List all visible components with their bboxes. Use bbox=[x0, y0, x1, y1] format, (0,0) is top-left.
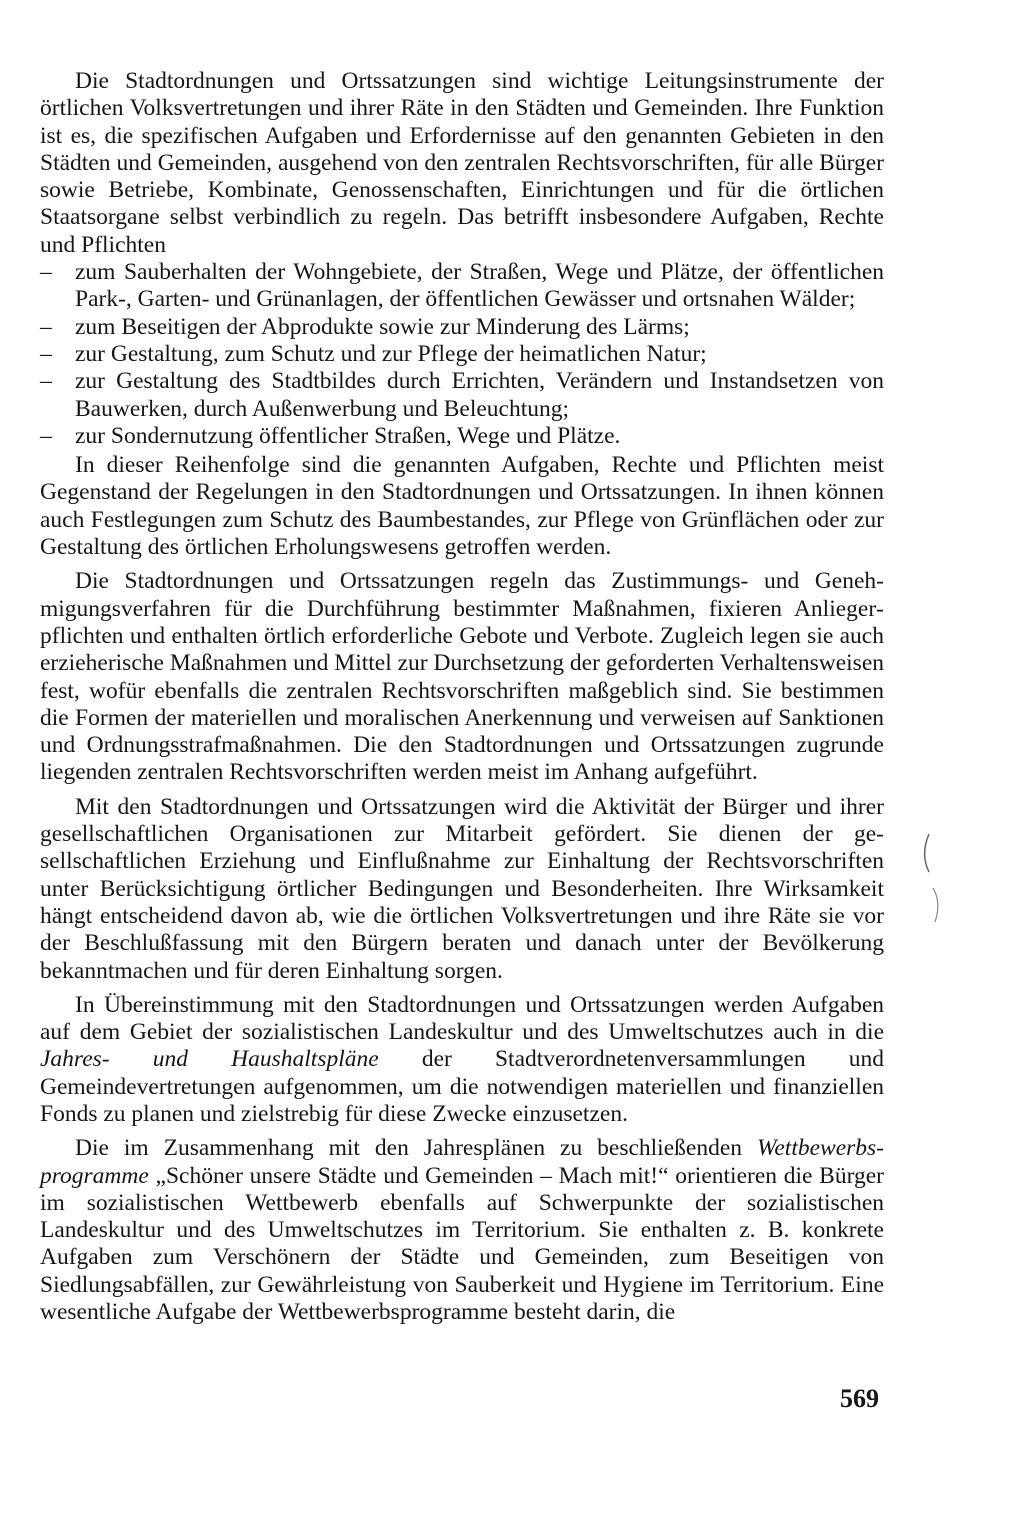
paragraph-5-emphasis: Jahres- und Haushaltspläne bbox=[40, 1046, 379, 1073]
bullet-list bbox=[40, 259, 884, 450]
paragraph-3: Die Stadtordnungen und Ortssatzungen regeln das Zustimmungs- und Genehmigungsverfahren für die Durchführung bestimmter Maßnahmen, fixieren Anliegerpflichten und enthalten örtlich erforderliche Gebote und Verbote. Zugleich legen sie auch erzieherische Maßnahmen und Mittel zur Durchsetzung der geforderten Verhaltensweisen fest, wofür ebenfalls die zentralen Rechtsvorschriften maßgeblich sind. Sie bestimmen die Formen der materiellen und moralischen Anerkennung und verweisen auf Sanktionen und Ordnungsstrafmaßnahmen. Die den Stadtordnungen und Ortssatzungen zugrunde liegenden zentralen Rechtsvorschriften werden meist im Anhang aufgeführt. bbox=[40, 568, 884, 786]
bullet-item: – zur Gestaltung des Stadtbildes durch Errichten, Verändern und Instandsetzen von Bauwerken, durch Außenwerbung und Beleuchtung; bbox=[40, 368, 884, 423]
paragraph-6-text-before: Die im Zusammenhang mit den Jahresplänen zu beschließenden bbox=[75, 1135, 757, 1162]
bullet-item: – zum Sauberhalten der Wohngebiete, der Straßen, Wege und Plätze, der öffentlichen Park-, Garten- und Grünanlagen, der öffentlichen Gewässer und ortsnahen Wälder; bbox=[40, 259, 884, 314]
bullet-item: – zum Beseitigen der Abprodukte sowie zur Minderung des Lärms; bbox=[40, 314, 884, 341]
paragraph-2: In dieser Reihenfolge sind die genannten Aufgaben, Rechte und Pflichten meist Gegenstand der Regelungen in den Stadtordnungen und Ortssatzungen. In ihnen können auch Festlegungen zum Schutz des Baumbestandes, zur Pflege von Grünflächen oder zur Gestaltung des örtlichen Erholungswesens getroffen werden. bbox=[40, 452, 884, 561]
bullet-item: – zur Gestaltung, zum Schutz und zur Pflege der heimatlichen Natur; bbox=[40, 341, 884, 368]
page-number: 569 bbox=[840, 1384, 879, 1413]
paragraph-1: Die Stadtordnungen und Ortssatzungen sind wichtige Leitungsinstrumente der örtlichen Volksvertretungen und ihrer Räte in den Städten und Gemeinden. Ihre Funktion ist es, die spezifischen Aufgaben und Erfordernisse auf den genannten Gebieten in den Städten und Gemeinden, ausgehend von den zentralen Rechtsvorschriften, für alle Bürger sowie Betriebe, Kombinate, Genossenschaften, Einrichtungen und für die örtlichen Staatsorgane selbst verbindlich zu regeln. Das betrifft insbesondere Aufgaben, Rechte und Pflichten bbox=[40, 68, 884, 258]
margin-pencil-mark bbox=[917, 830, 947, 940]
paragraph-5-text-before: In Übereinstimmung mit den Stadtordnungen und Ortssatzungen werden Aufgaben auf dem Gebiet der sozialistischen Landeskultur und des Umweltschutzes auch in die bbox=[40, 991, 884, 1046]
paragraph-4: Mit den Stadtordnungen und Ortssatzungen wird die Aktivität der Bürger und ihrer gesellschaftlichen Organisationen zur Mitarbeit gefördert. Sie dienen der gesellschaftlichen Erziehung und Einflußnahme zur Einhaltung der Rechtsvorschriften unter Berücksichtigung örtlicher Bedingungen und Besonderheiten. Ihre Wirksamkeit hängt entscheidend davon ab, wie die örtlichen Volksvertretungen und ihre Räte sie vor der Beschlußfassung mit den Bürgern beraten und danach unter der Bevölkerung bekanntmachen und für deren Einhaltung sorgen. bbox=[40, 793, 884, 984]
paragraph-6-text-after: „Schöner unsere Städte und Gemeinden – Mach mit!“ orientieren die Bürger im sozialistischen Wettbewerb ebenfalls auf Schwerpunkte der sozialistischen Landeskultur und des Umweltschutzes im Territorium. Sie enthalten z. B. konkrete Aufgaben zum Verschönern der Städte und Gemeinden, zum Beseitigen von Siedlungsabfällen, zur Gewährleistung von Sauberkeit und Hygiene im Territorium. Eine wesentliche Aufgabe der Wettbewerbsprogramme besteht darin, die bbox=[40, 1162, 884, 1326]
body-text bbox=[40, 68, 884, 1333]
paragraph-6 bbox=[40, 1135, 884, 1326]
paragraph-6-emphasis: Wettbewerbsprogramme bbox=[40, 1135, 884, 1189]
paragraph-5 bbox=[40, 992, 884, 1128]
bullet-item: – zur Sondernutzung öffentlicher Straßen, Wege und Plätze. bbox=[40, 423, 884, 450]
paragraph-5-text-after: der Stadtverordnetenversammlungen und Gemeindevertretungen aufgenommen, um die notwendigen materiellen und finanziellen Fonds zu planen und zielstrebig für diese Zwecke einzusetzen. bbox=[40, 1046, 884, 1127]
